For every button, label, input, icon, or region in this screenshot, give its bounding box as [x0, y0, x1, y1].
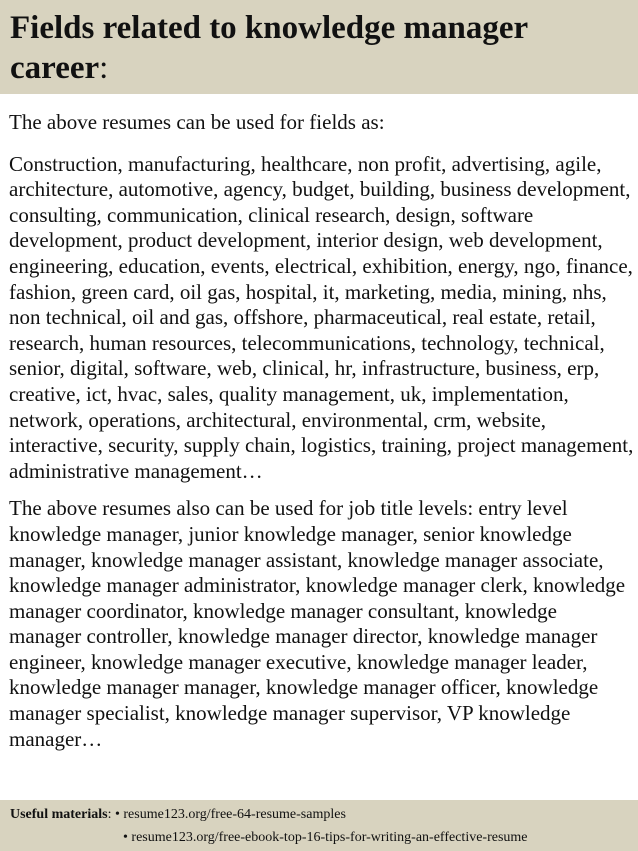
useful-materials-separator: :: [107, 807, 115, 822]
ebook-link-line: [123, 829, 528, 847]
bullet-icon: •: [123, 830, 128, 845]
resume-samples-link[interactable]: resume123.org/free-64-resume-samples: [123, 807, 346, 822]
bullet-icon: •: [114, 807, 120, 822]
page-title-colon: :: [99, 50, 109, 86]
main-content: [9, 110, 634, 752]
page-title: [10, 8, 630, 88]
page-title-text: Fields related to knowledge manager career: [10, 10, 528, 86]
job-levels-text: The above resumes also can be used for job title levels: entry level knowledge manager, junior knowledge manager, senior knowledge manager, knowledge manager assistant, knowledge manager associate, knowledge manager administrator, knowledge manager clerk, knowledge manager coordinator, knowledge manager consultant, knowledge manager controller, knowledge manager director, knowledge manager engineer, knowledge manager executive, knowledge manager leader, knowledge manager manager, knowledge manager officer, knowledge manager specialist, knowledge manager supervisor, VP knowledge manager…: [9, 496, 626, 751]
ebook-tips-link[interactable]: resume123.org/free-ebook-top-16-tips-for-writing-an-effective-resume: [131, 830, 528, 845]
useful-materials-line: [10, 806, 346, 824]
fields-list: Construction, manufacturing, healthcare, non profit, advertising, agile, architecture, automotive, agency, budget, building, business development, consulting, communication, clinical research, design, software development, product development, interior design, web development, engineering, education, events, electrical, exhibition, energy, ngo, finance, fashion, green card, oil gas, hospital, it, marketing, media, mining, nhs, non technical, oil and gas, offshore, pharmaceutical, real estate, retail, research, human resources, telecommunications, technology, technical, senior, digital, software, web, clinical, hr, infrastructure, business, erp, creative, ict, hvac, sales, quality management, uk, implementation, network, operations, architectural, environmental, crm, website, interactive, security, supply chain, logistics, training, project management, administrative management…: [9, 151, 634, 483]
intro-text: The above resumes can be used for fields as:: [9, 110, 385, 134]
useful-materials-label: Useful materials: [10, 807, 108, 822]
